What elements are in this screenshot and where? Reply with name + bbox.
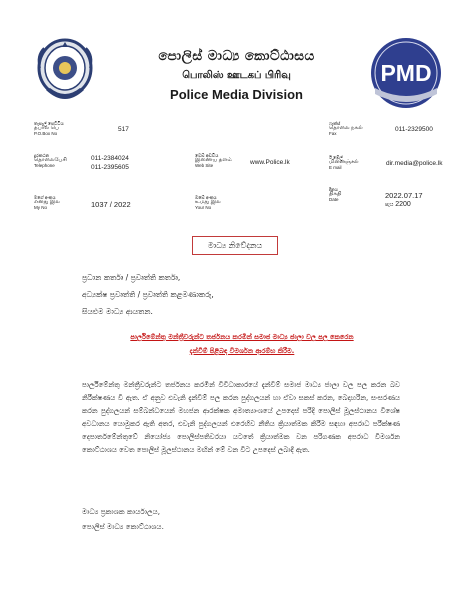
svg-text:PMD: PMD <box>380 60 432 86</box>
addressee-line-3: සියළුම මාධ්‍ය ආයතන. <box>82 307 153 316</box>
po-box-field: තැපැල් පෙට්ටිය தபால் பெ P.O.Box No 517 <box>34 121 129 137</box>
header-title-tamil: பொலிஸ் ஊடகப் பிரிவு <box>182 70 291 81</box>
pmd-logo <box>369 36 443 110</box>
notice-title-box <box>192 236 278 255</box>
email-field: ඊ මේල් மின்னஞ்சல் E mail dir.media@police.lk <box>329 155 443 171</box>
telephone-value-1: 011-2384024 <box>91 155 129 162</box>
body-paragraph: පාර්ලිමේන්තු මන්ත්‍රීවරුන්ට තර්ජනය කරමින් විවිධාකාරයේ දැන්වීම් සමාජ මාධ්‍ය ජාලා වල පල කරන බව නිරීක්ෂණය වී ඇත. ඒ අනුව එවැනි දැන්වීම් පල කරන පුද්ගලයන් හා ඒවා සකස් කරන, බෙදාහරින, සංසරණය කරන පුද්ගලයන් සම්බන්ධයෙන් මහජන ආරක්ෂක අමාත්‍යාංශයේ උපදෙස් පරිදි පොලිස් මූලස්ථානය විශේෂ අවධානය යොමුකර ඇති අතර, එවැනි පුද්ගලයන් එරෙහිව නීතිය ක්‍රියාත්මක කිරීම සඳහා අපරාධ පරීක්ෂණ දෙපාර්තමේන්තුවේ නියෝජ්‍ය පොලිස්පතිවරයා යටතේ ක්‍රියාත්මක වන පරිගණක අපරාධ විමර්ශන කොට්ඨාශය වෙත පොලිස් මූලස්ථානය මඟින් මේ වන විට උපදෙස් ලබාදී ඇත. <box>82 381 400 454</box>
subject-line-1: පාර්ලිමේන්තු මන්ත්‍රීවරුන්ට තර්ජනය කරමින් සමාජ මාධ්‍ය ජාලා වල පල කෙරෙන <box>130 333 354 341</box>
addressee-line-2: අධ්‍යක්ෂ ප්‍රවෘත්ති / ප්‍රවෘත්ති කළමණාකරු, <box>82 290 214 299</box>
my-no-field: මගේ අංකය எனது இல My No 1037 / 2022 <box>34 195 131 211</box>
signature-line-2: පොලිස් මාධ්‍ය කොට්ඨාශය. <box>82 522 164 531</box>
website-field: වෙබ් අඩවිය இணைய தளம் Web Site www.Police.lk <box>195 153 290 169</box>
notice-title: මාධ්‍ය නිවේදනය <box>207 240 263 250</box>
fax-field: ෆැක්ස් தொலை நகல் Fax 011-2329500 <box>329 121 433 137</box>
date-value: 2022.07.17 <box>385 191 423 200</box>
your-no-field: ඔබේ අංකය உமது இல Your No <box>195 195 221 211</box>
telephone-value-2: 011-2395605 <box>91 164 129 171</box>
signature-line-1: මාධ්‍ය ප්‍රකාශක කාර්යාලය, <box>82 507 161 516</box>
header-title-sinhala: පොලිස් මාධ්‍ය කොට්ඨාසය <box>158 48 315 64</box>
time-label: පැය <box>385 202 394 208</box>
fax-value: 011-2329500 <box>395 126 433 133</box>
addressee-line-1: ප්‍රධාන කර්තෘ / ප්‍රවෘත්ති කර්තෘ, <box>82 273 181 282</box>
email-value: dir.media@police.lk <box>386 160 443 167</box>
website-value: www.Police.lk <box>250 159 290 166</box>
time-row <box>385 201 411 208</box>
date-field: දිනය திகதி Date 2022.07.17 පැය 2200 <box>329 187 423 208</box>
telephone-field: දුරකථන தொலைபேசி Telephone 011-2384024 011-2395605 <box>34 153 129 171</box>
header-title-english: Police Media Division <box>170 87 303 102</box>
my-no-value: 1037 / 2022 <box>91 200 131 209</box>
time-value: 2200 <box>395 201 411 208</box>
subject-line-2: දැන්වීම් පිළිබඳ විමර්ශන ආරම්භ කිරීම. <box>189 347 295 355</box>
po-box-value: 517 <box>118 126 129 133</box>
